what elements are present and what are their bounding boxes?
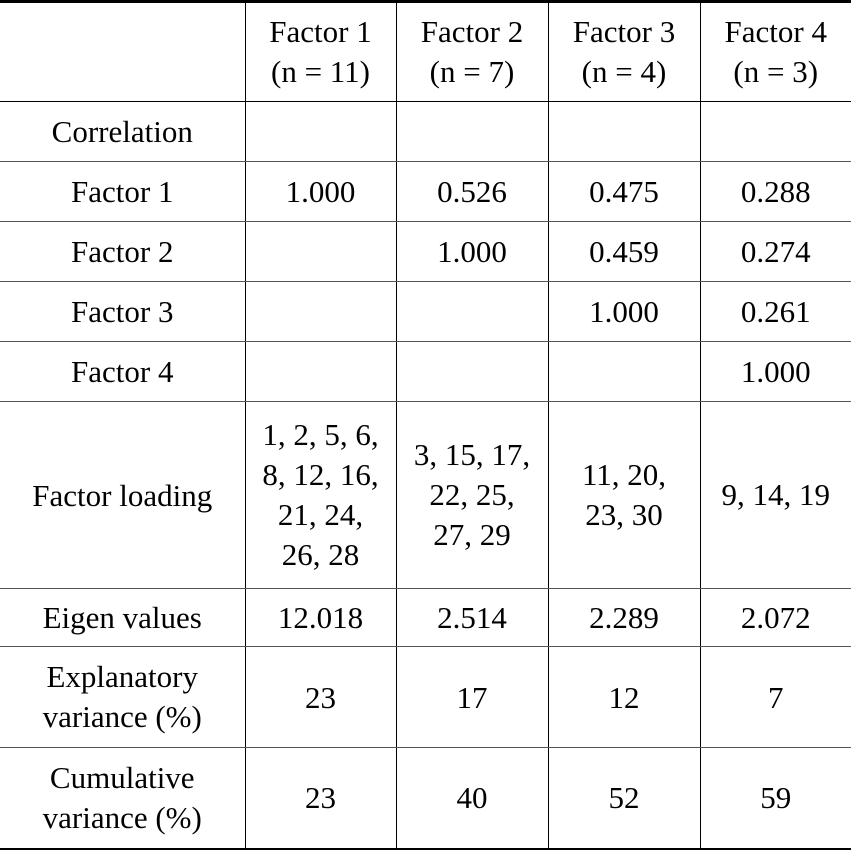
row-label: Factor 1: [0, 162, 245, 222]
correlation-row-factor-2: [0, 222, 851, 282]
table-cell: [245, 222, 396, 282]
header-factor-4-name: Factor 4: [724, 14, 827, 49]
table-cell: 1.000: [245, 162, 396, 222]
header-factor-1-name: Factor 1: [269, 14, 372, 49]
loading-line: 26, 28: [281, 537, 360, 572]
loading-line: 23, 30: [585, 497, 663, 532]
loading-cell-factor-1: [245, 402, 396, 589]
header-row: [0, 2, 851, 102]
row-label-line: Cumulative: [49, 759, 195, 795]
table-cell: [245, 282, 396, 342]
table-cell: 0.274: [700, 222, 851, 282]
loading-cell-factor-2: [396, 402, 548, 589]
correlation-row-factor-3: [0, 282, 851, 342]
header-factor-3: [548, 2, 700, 102]
eigen-values-row: [0, 589, 851, 647]
table-cell: 0.459: [548, 222, 700, 282]
row-label-line: variance (%): [42, 799, 202, 835]
header-factor-1: [245, 2, 396, 102]
row-label: Eigen values: [0, 589, 245, 647]
loading-line: 21, 24,: [277, 497, 364, 532]
table-cell: 17: [396, 647, 548, 748]
row-label-line: variance (%): [42, 699, 202, 734]
cumulative-variance-row: [0, 748, 851, 849]
loading-cell-factor-3: [548, 402, 700, 589]
table-cell: [548, 102, 700, 162]
row-label: Factor 4: [0, 342, 245, 402]
loading-line: 22, 25,: [429, 477, 515, 512]
table-cell: 2.072: [700, 589, 851, 647]
loading-line: 9, 14, 19: [721, 477, 830, 512]
row-label: Factor 3: [0, 282, 245, 342]
loading-line: 27, 29: [433, 517, 511, 552]
correlation-row-factor-1: [0, 162, 851, 222]
header-factor-4: [700, 2, 851, 102]
table-cell: 0.261: [700, 282, 851, 342]
row-label-line: Explanatory: [46, 659, 198, 694]
table-cell: [245, 342, 396, 402]
header-corner-cell: [0, 2, 245, 102]
correlation-row-factor-4: [0, 342, 851, 402]
table-cell: 40: [396, 748, 548, 849]
table-cell: 23: [245, 748, 396, 849]
header-factor-2-name: Factor 2: [420, 14, 524, 49]
correlation-section-row: [0, 102, 851, 162]
table-cell: [245, 102, 396, 162]
loading-line: 8, 12, 16,: [262, 457, 379, 492]
table-cell: 23: [245, 647, 396, 748]
correlation-label: Correlation: [0, 102, 245, 162]
table-cell: 0.475: [548, 162, 700, 222]
header-factor-3-name: Factor 3: [572, 14, 676, 49]
loading-line: 1, 2, 5, 6,: [262, 417, 379, 452]
header-factor-2-n: (n = 7): [429, 54, 515, 89]
row-label: [0, 647, 245, 748]
table-cell: 1.000: [548, 282, 700, 342]
table-cell: 0.288: [700, 162, 851, 222]
loading-cell-factor-4: [700, 402, 851, 589]
table-cell: 1.000: [700, 342, 851, 402]
table-cell: [396, 282, 548, 342]
table-cell: 1.000: [396, 222, 548, 282]
factor-loading-row: [0, 402, 851, 589]
header-factor-4-n: (n = 3): [733, 54, 819, 89]
table-cell: 59: [700, 748, 851, 849]
table-cell: 7: [700, 647, 851, 748]
table-cell: 12.018: [245, 589, 396, 647]
row-label: [0, 748, 245, 849]
row-label: Factor 2: [0, 222, 245, 282]
explanatory-variance-row: [0, 647, 851, 748]
table-cell: [396, 102, 548, 162]
table-cell: 2.289: [548, 589, 700, 647]
table-cell: 2.514: [396, 589, 548, 647]
table-cell: 12: [548, 647, 700, 748]
loading-line: 11, 20,: [581, 457, 667, 492]
loading-line: 3, 15, 17,: [413, 437, 531, 472]
table-cell: [548, 342, 700, 402]
table-cell: 52: [548, 748, 700, 849]
header-factor-1-n: (n = 11): [271, 54, 370, 89]
table-cell: 0.526: [396, 162, 548, 222]
table-cell: [700, 102, 851, 162]
table-cell: [396, 342, 548, 402]
header-factor-3-n: (n = 4): [581, 54, 667, 89]
header-factor-2: [396, 2, 548, 102]
row-label: Factor loading: [0, 402, 245, 589]
